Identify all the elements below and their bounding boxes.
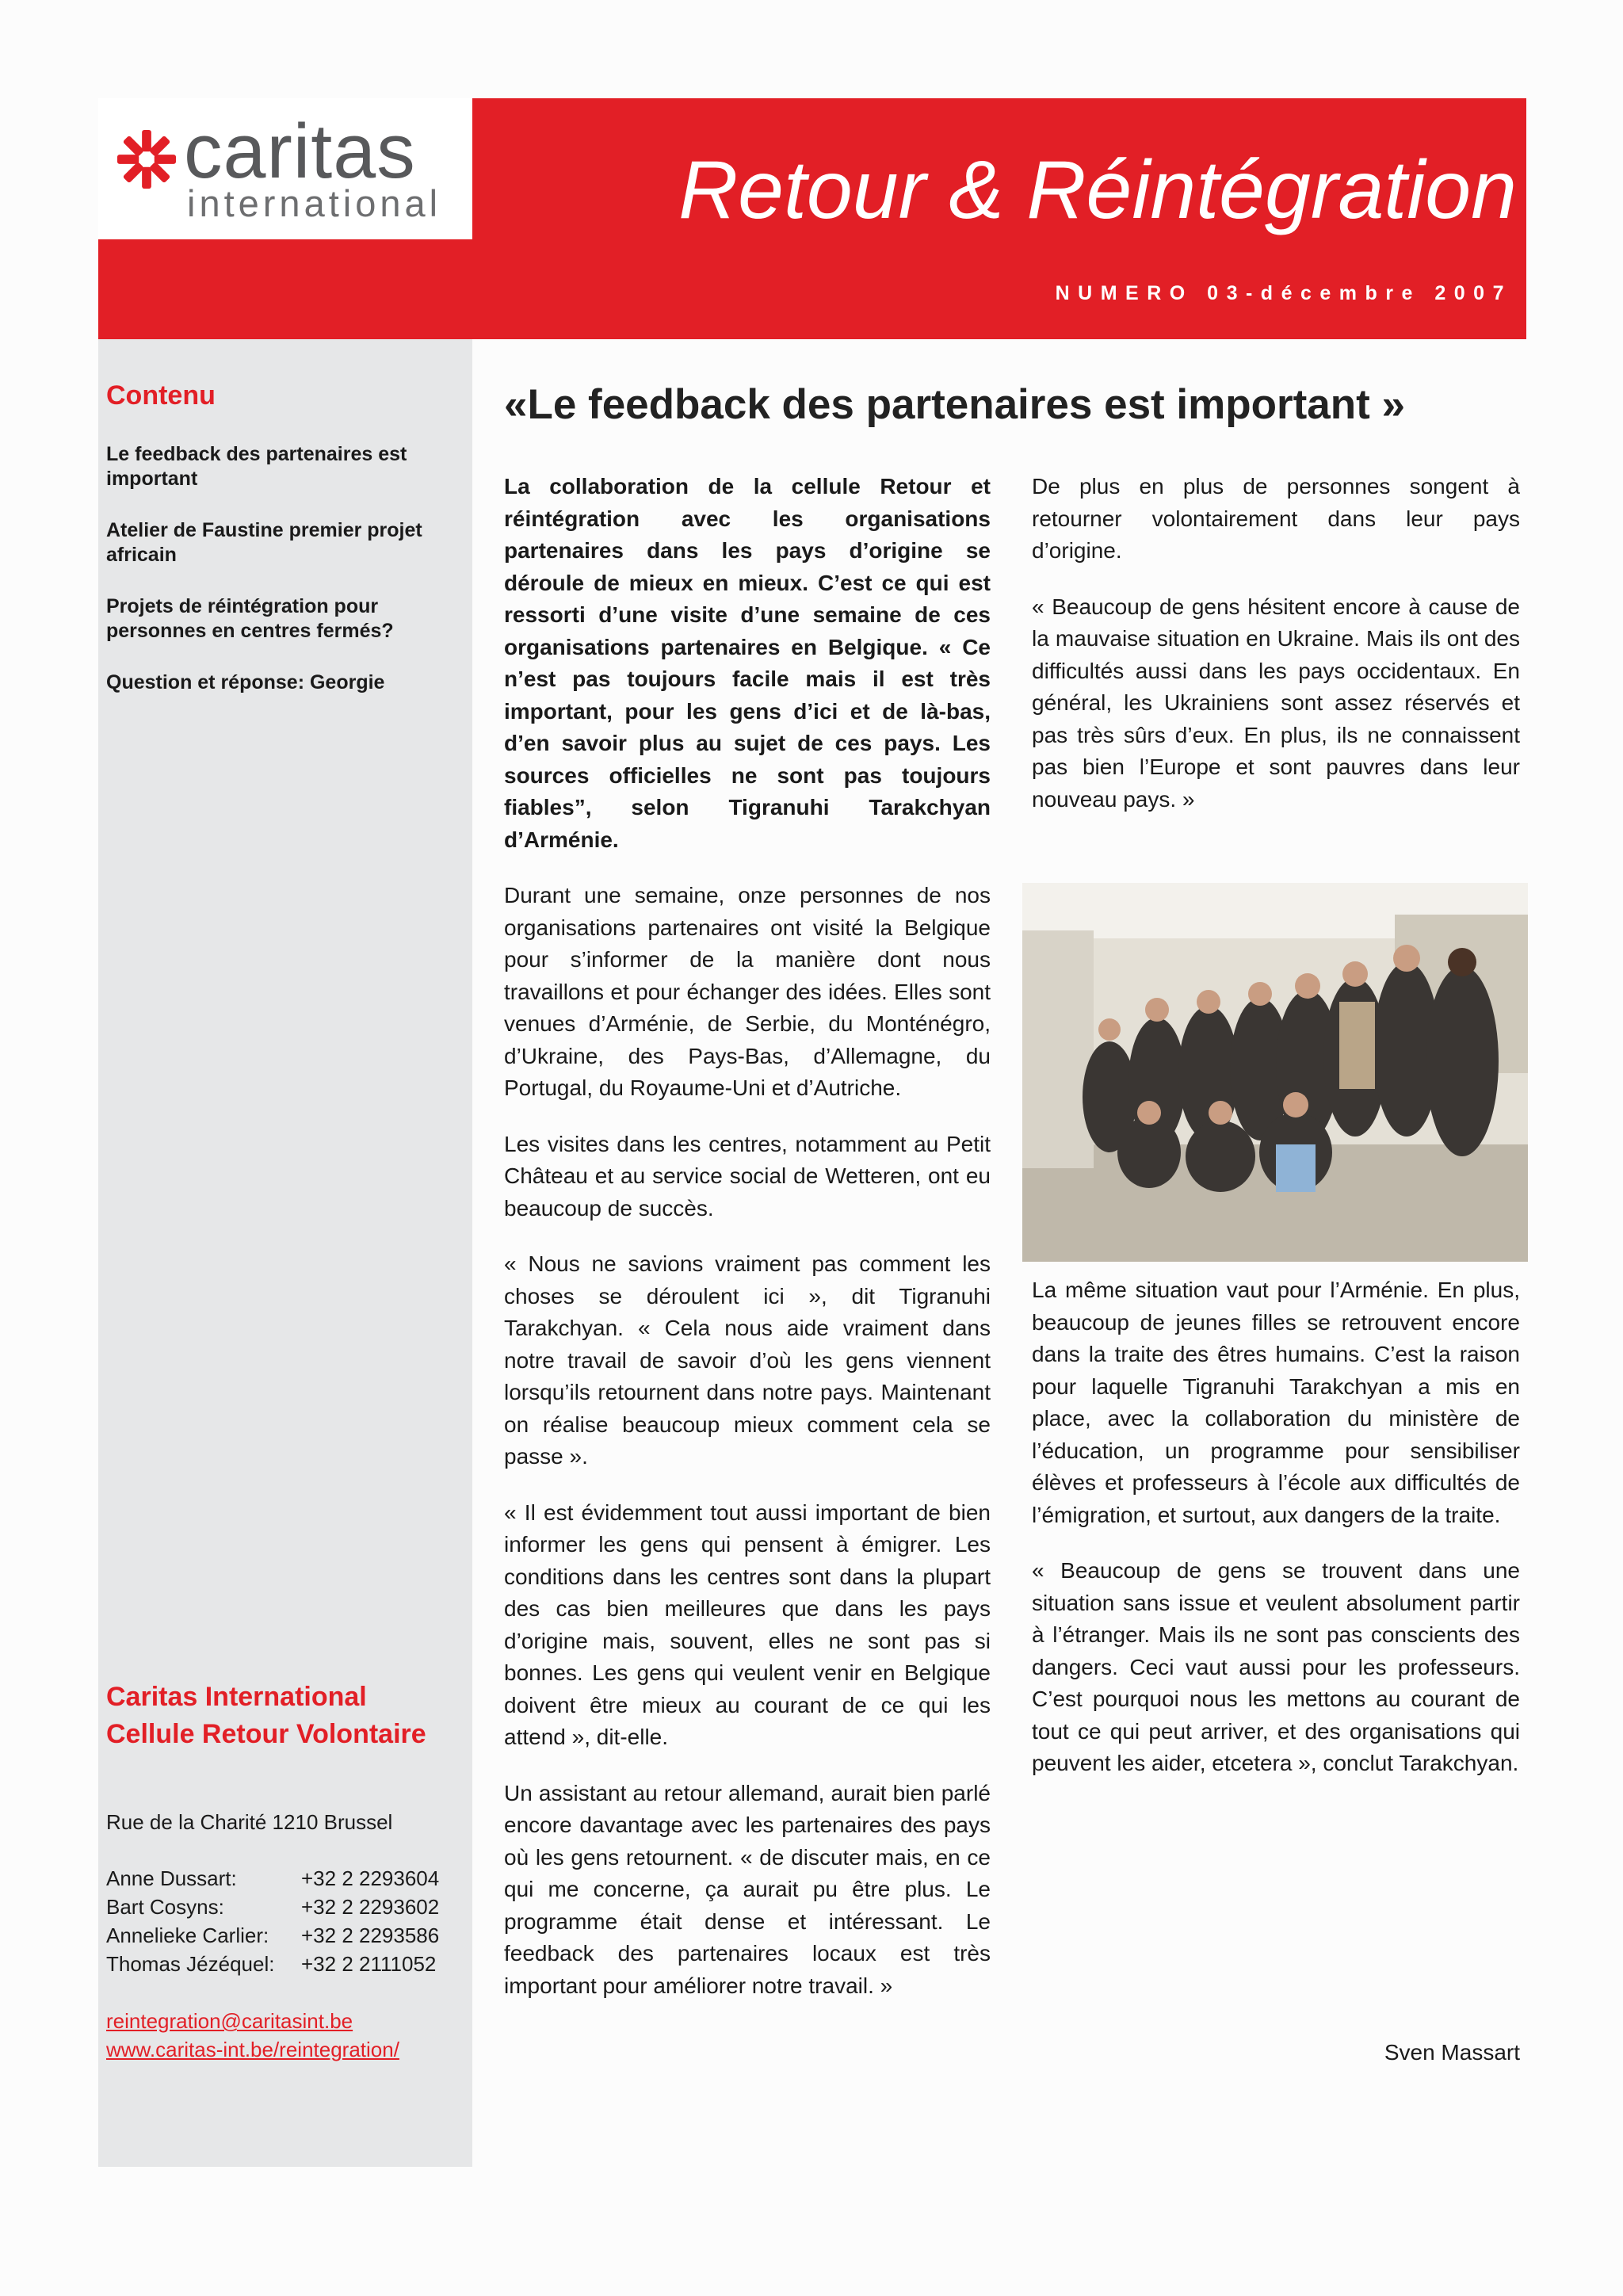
header-band-left — [98, 239, 472, 339]
toc-item: Atelier de Faustine premier projet africain — [106, 519, 422, 566]
masthead-band — [472, 98, 1526, 339]
contact-phone: +32 2 2293586 — [301, 1924, 440, 1947]
organisation-unit-line: Cellule Retour Volontaire — [106, 1719, 426, 1749]
article-column-right — [1032, 471, 1520, 839]
article-paragraph: « Beaucoup de gens se trouvent dans une situation sans issue et veulent absolument partir à l’étranger. Mais ils ne sont pas conscients des dangers. Ceci vaut aussi pour les professeurs. C’est pourquoi nous les mettons au courant de tout ce qui peut arriver, et des organisations qui peuvent les aider, etcetera », conclut Tarakchyan. — [1032, 1558, 1520, 1775]
toc-list — [106, 442, 455, 722]
caritas-flame-icon — [116, 128, 178, 190]
contact-row — [106, 1893, 463, 1921]
contact-phone: +32 2 2293604 — [301, 1866, 440, 1890]
contact-row — [106, 1921, 463, 1950]
contact-list — [106, 1864, 463, 1978]
article-paragraph: « Il est évidemment tout aussi important de bien informer les gens qui pensent à émigrer. Les conditions dans les centres sont dans la plupart des cas bien meilleures que dans les pays d’origine mais, souvent, elles ne sont pas si bonnes. Les gens qui veulent venir en Belgique doivent être mieux au courant de ce qui les attend », dit-elle. — [504, 1499, 991, 1749]
contact-name: Bart Cosyns: — [106, 1895, 224, 1919]
contact-block — [106, 1679, 463, 2064]
article-paragraph: La même situation vaut pour l’Arménie. En plus, beaucoup de jeunes filles se retrouvent encore dans la traite des êtres humains. C’est la raison pour laquelle Tigranuhi Tarakchyan a mis en place, avec la collaboration du ministère de l’éducation, un programme pour sensibiliser élèves et professeurs à l’école aux difficultés de l’émigration, et surtout, aux dangers de la traite. — [1032, 1278, 1520, 1527]
toc-item: Question et réponse: Georgie — [106, 671, 385, 693]
logo-wordmark: caritas — [184, 108, 416, 194]
contact-row — [106, 1950, 463, 1978]
organisation-name-line: Caritas International — [106, 1682, 367, 1712]
caritas-logo — [98, 98, 472, 239]
organisation-name — [106, 1679, 463, 1753]
issue-number: NUMERO 03-décembre 2007 — [1055, 282, 1512, 304]
author-signature: Sven Massart — [1384, 2040, 1520, 2065]
article-paragraph: « Nous ne savions vraiment pas comment les choses se déroulent ici », dit Tigranuhi Tarakchyan. « Cela nous aide vraiment dans notre travail de savoir d’où les gens viennent lorsqu’ils retournent dans notre pays. Maintenant on réalise beaucoup mieux comment cela se passe ». — [504, 1251, 991, 1469]
article-paragraph: Les visites dans les centres, notamment au Petit Château et au service social de Wetteren, ont eu beaucoup de succès. — [504, 1131, 991, 1221]
article-paragraph: Un assistant au retour allemand, aurait bien parlé encore davantage avec les partenaires des pays où les gens retournent. « de discuter mais, en ce qui me concerne, ça aurait pu être plus. Le programme était dense et intéressant. Le feedback des partenaires locaux est très important pour améliorer notre travail. » — [504, 1780, 991, 1998]
logo-subtitle: international — [187, 182, 442, 224]
article-lead: La collaboration de la cellule Retour et réintégration avec les organisations partenaires dans les pays d’origine se déroule de mieux en mieux. C’est ce qui est ressorti d’une visite d’une semaine de ces organisations partenaires en Belgique. « Ce n’est pas toujours facile mais il est très important, pour les gens d’ici et de là-bas, d’en savoir plus au sujet de ces pays. Les sources officielles ne sont pas toujours fiables”, selon Tigranuhi Tarakchyan d’Arménie. — [504, 474, 991, 852]
toc-heading: Contenu — [106, 380, 216, 411]
postal-address: Rue de la Charité 1210 Brussel — [106, 1810, 393, 1834]
contact-name: Anne Dussart: — [106, 1866, 237, 1890]
toc-item: Le feedback des partenaires est important — [106, 443, 407, 490]
contact-name: Thomas Jézéquel: — [106, 1952, 275, 1976]
masthead-title: Retour & Réintégration — [678, 144, 1517, 236]
article-paragraph: « Beaucoup de gens hésitent encore à cause de la mauvaise situation en Ukraine. Mais ils ont des difficultés aussi dans les pays occidentaux. En général, les Ukrainiens sont assez réservés et pas très sûrs d’eux. En plus, ils ne connaissent pas bien l’Europe et sont pauvres dans leur nouveau pays. » — [1032, 594, 1520, 812]
contact-links — [106, 2007, 463, 2064]
article-column-left — [504, 471, 991, 2026]
sidebar — [98, 339, 472, 2167]
contact-phone: +32 2 2111052 — [301, 1952, 437, 1976]
contact-phone: +32 2 2293602 — [301, 1895, 440, 1919]
email-link[interactable]: reintegration@caritasint.be — [106, 2009, 353, 2033]
article-paragraph: Durant une semaine, onze personnes de nos organisations partenaires ont visité la Belgique pour s’informer de la manière dont nous travaillons et pour échanger des idées. Elles sont venues d’Arménie, de Serbie, du Monténégro, d’Ukraine, des Pays-Bas, d’Allemagne, du Portugal, du Royaume-Uni et d’Autriche. — [504, 883, 991, 1100]
contact-row — [106, 1864, 463, 1893]
group-photo — [1022, 883, 1528, 1262]
website-link[interactable]: www.caritas-int.be/reintegration/ — [106, 2038, 399, 2061]
article-headline: «Le feedback des partenaires est important » — [504, 381, 1405, 428]
article-paragraph: De plus en plus de personnes songent à retourner volontairement dans leur pays d’origine. — [1032, 474, 1520, 563]
article-column-right-lower — [1032, 1274, 1520, 1804]
toc-item: Projets de réintégration pour personnes en centres fermés? — [106, 595, 394, 642]
contact-name: Annelieke Carlier: — [106, 1924, 269, 1947]
